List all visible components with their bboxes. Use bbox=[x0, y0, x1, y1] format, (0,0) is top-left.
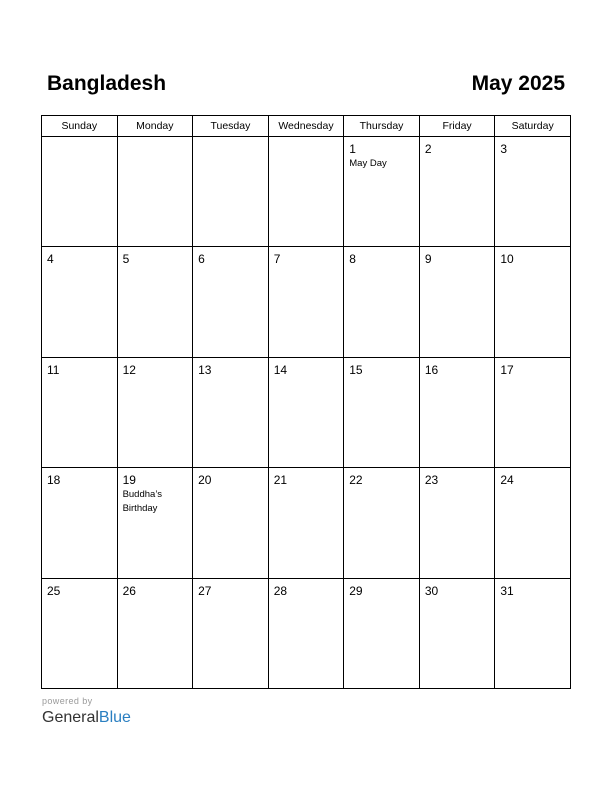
day-number: 7 bbox=[273, 252, 281, 267]
calendar-grid bbox=[41, 115, 571, 689]
day-number: 20 bbox=[198, 473, 212, 488]
day-number: 18 bbox=[47, 473, 61, 488]
day-number: 23 bbox=[424, 473, 439, 488]
day-cell bbox=[344, 578, 420, 688]
weekday-saturday: Saturday bbox=[495, 116, 571, 137]
day-cell bbox=[193, 247, 269, 357]
week-row bbox=[42, 357, 571, 467]
day-number: 12 bbox=[122, 362, 136, 377]
brand-general-text: General bbox=[42, 709, 99, 726]
day-number: 30 bbox=[424, 583, 439, 598]
weekday-tuesday: Tuesday bbox=[193, 116, 269, 137]
day-cell bbox=[42, 357, 118, 467]
day-cell bbox=[42, 137, 118, 247]
day-number: 28 bbox=[273, 583, 288, 598]
day-number: 2 bbox=[424, 142, 432, 156]
footer-branding bbox=[42, 696, 131, 728]
week-row bbox=[42, 468, 571, 578]
holiday-label: Buddha’s Birthday bbox=[122, 489, 163, 515]
day-cell bbox=[495, 137, 571, 247]
day-cell bbox=[344, 137, 420, 247]
day-cell bbox=[268, 137, 344, 247]
generalblue-logo bbox=[42, 708, 131, 728]
day-number: 13 bbox=[198, 362, 212, 377]
day-cell bbox=[419, 578, 495, 688]
powered-by-text: powered by bbox=[42, 696, 93, 706]
weekday-header-row bbox=[42, 116, 571, 137]
day-number: 1 bbox=[349, 142, 356, 156]
day-cell bbox=[117, 468, 193, 578]
weekday-thursday: Thursday bbox=[344, 116, 420, 137]
week-row bbox=[42, 247, 571, 357]
weekday-wednesday: Wednesday bbox=[268, 116, 344, 137]
day-number: 10 bbox=[500, 252, 514, 267]
day-cell bbox=[42, 468, 118, 578]
day-number: 16 bbox=[424, 362, 439, 377]
day-number: 6 bbox=[198, 252, 205, 267]
day-cell bbox=[42, 578, 118, 688]
day-number: 11 bbox=[47, 362, 60, 377]
country-title: Bangladesh bbox=[47, 72, 167, 95]
day-number: 4 bbox=[47, 252, 54, 267]
day-number: 22 bbox=[349, 473, 363, 488]
day-cell bbox=[419, 247, 495, 357]
holiday-label: May Day bbox=[349, 158, 387, 169]
day-number: 31 bbox=[500, 583, 514, 598]
day-number: 14 bbox=[273, 362, 288, 377]
day-cell bbox=[344, 247, 420, 357]
day-cell bbox=[495, 578, 571, 688]
day-number: 21 bbox=[273, 473, 288, 488]
week-row bbox=[42, 137, 571, 247]
day-cell bbox=[419, 137, 495, 247]
day-number: 8 bbox=[349, 252, 356, 267]
day-number: 19 bbox=[122, 473, 136, 488]
day-cell bbox=[117, 247, 193, 357]
day-cell bbox=[42, 247, 118, 357]
day-cell bbox=[419, 357, 495, 467]
week-row bbox=[42, 578, 571, 688]
day-cell bbox=[495, 468, 571, 578]
weekday-monday: Monday bbox=[117, 116, 193, 137]
day-cell bbox=[495, 247, 571, 357]
day-cell bbox=[344, 468, 420, 578]
day-cell bbox=[495, 357, 571, 467]
day-number: 25 bbox=[47, 583, 61, 598]
day-number: 5 bbox=[122, 252, 130, 267]
day-number: 9 bbox=[424, 252, 432, 267]
day-cell bbox=[193, 137, 269, 247]
day-cell bbox=[268, 578, 344, 688]
day-cell bbox=[117, 357, 193, 467]
weekday-sunday: Sunday bbox=[42, 116, 118, 137]
day-number: 27 bbox=[198, 583, 212, 598]
day-cell bbox=[117, 578, 193, 688]
day-cell bbox=[419, 468, 495, 578]
day-number: 17 bbox=[500, 362, 514, 377]
day-number: 26 bbox=[122, 583, 136, 598]
day-cell bbox=[268, 247, 344, 357]
day-cell bbox=[193, 578, 269, 688]
month-year-title: May 2025 bbox=[471, 72, 565, 95]
day-cell bbox=[344, 357, 420, 467]
day-cell bbox=[268, 357, 344, 467]
weekday-friday: Friday bbox=[419, 116, 495, 137]
day-number: 24 bbox=[500, 473, 514, 488]
day-cell bbox=[193, 468, 269, 578]
brand-blue-text: Blue bbox=[98, 709, 131, 726]
day-cell bbox=[268, 468, 344, 578]
day-number: 29 bbox=[349, 583, 363, 598]
day-number: 15 bbox=[349, 362, 363, 377]
day-cell bbox=[193, 357, 269, 467]
day-number: 3 bbox=[500, 142, 508, 156]
day-cell bbox=[117, 137, 193, 247]
